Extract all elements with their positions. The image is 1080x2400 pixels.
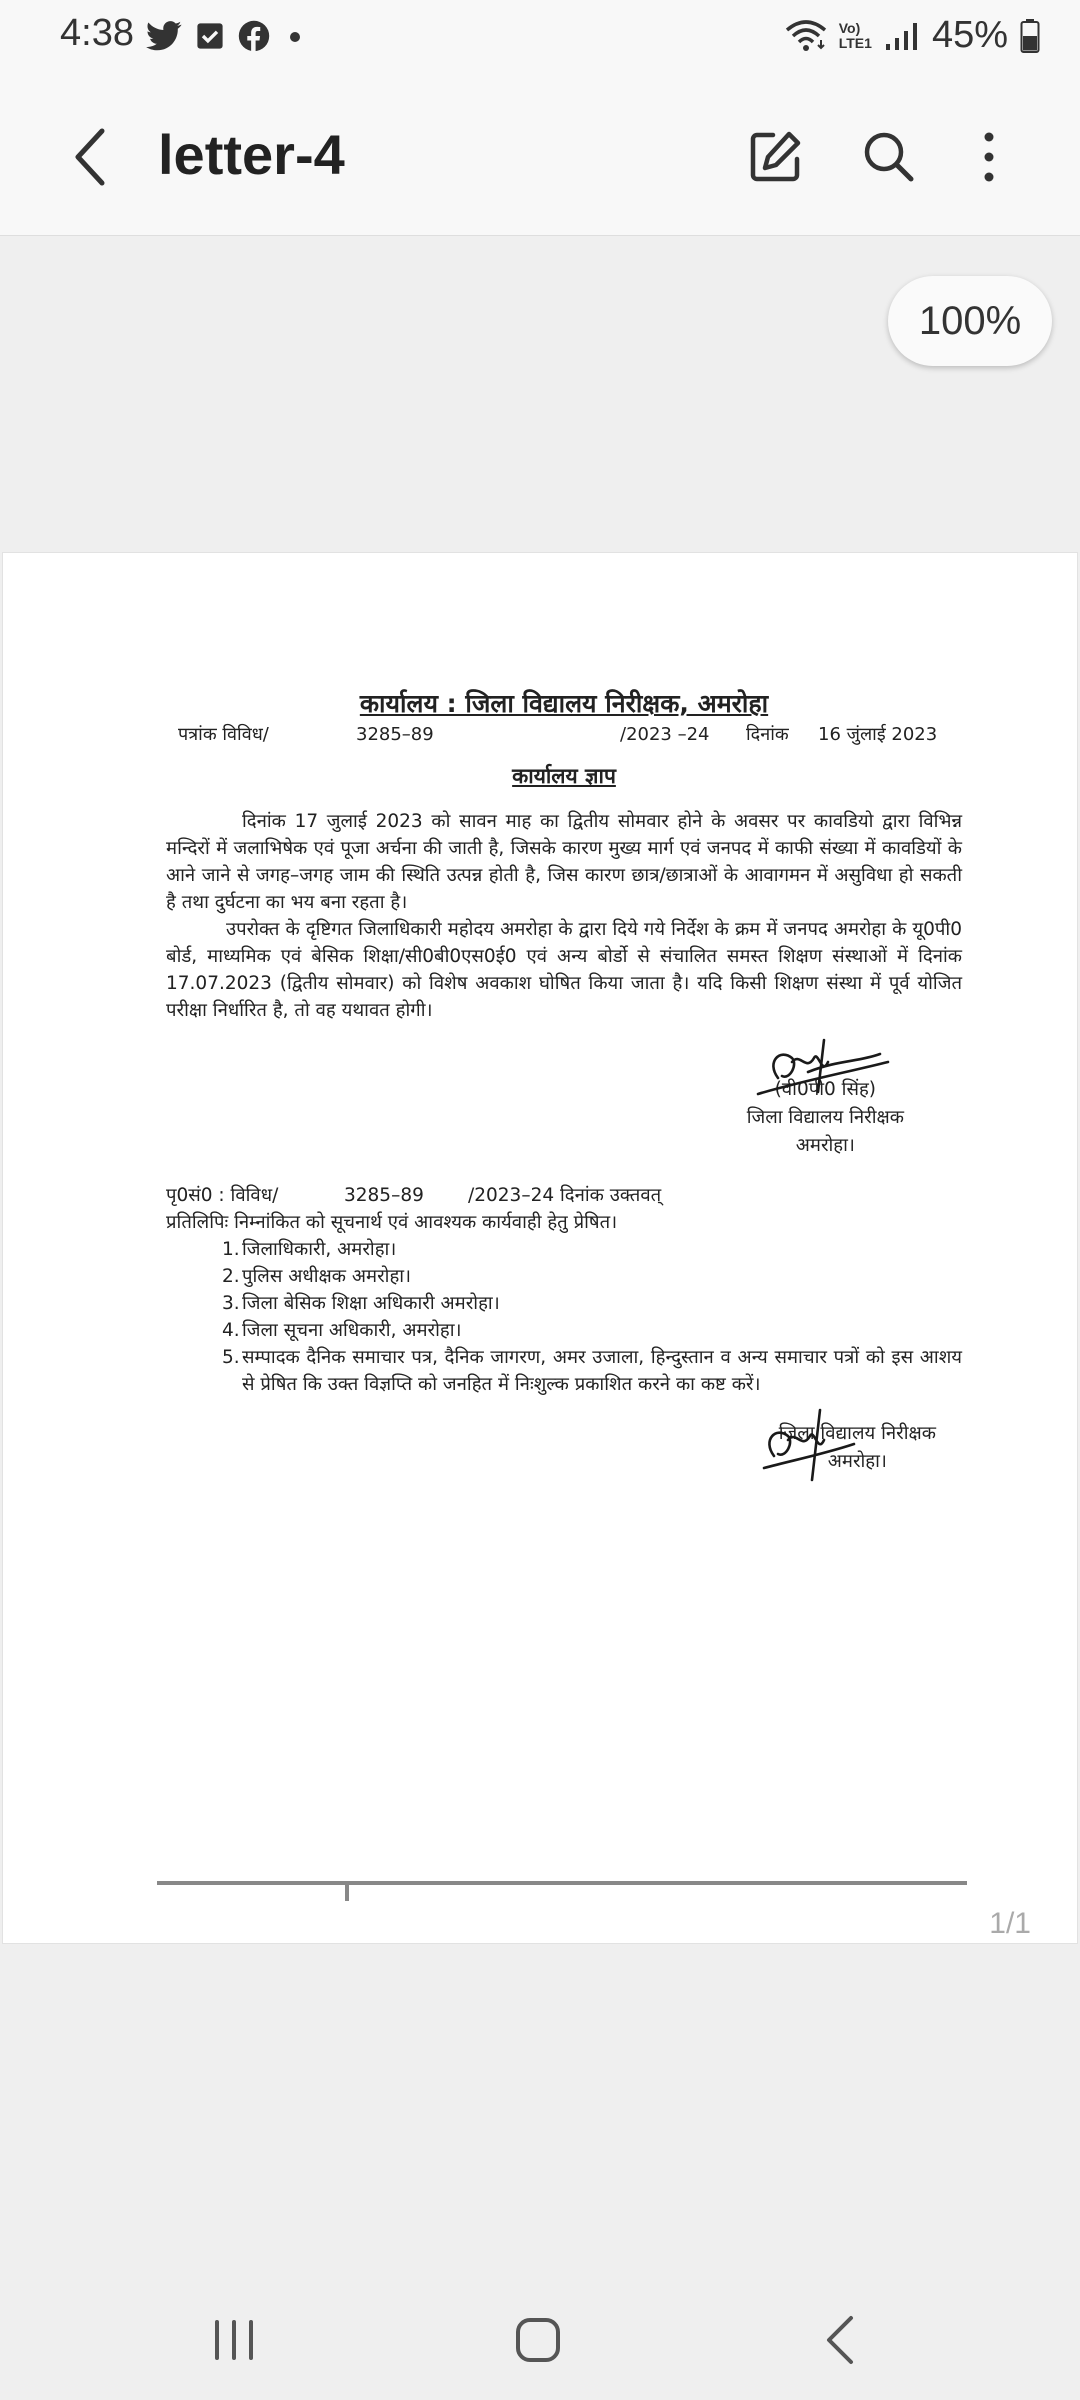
notification-icons bbox=[146, 20, 306, 52]
tasks-icon bbox=[196, 22, 224, 50]
page-counter: 1/1 bbox=[989, 1907, 1031, 1940]
page-rule bbox=[157, 1881, 967, 1885]
search-icon bbox=[861, 129, 917, 185]
home-button[interactable] bbox=[488, 2304, 588, 2376]
ref-number: 3285–89 bbox=[356, 724, 434, 745]
recents-button[interactable] bbox=[184, 2304, 284, 2376]
cc-item: 3. जिला बेसिक शिक्षा अधिकारी अमरोहा। bbox=[222, 1293, 500, 1314]
date-label: दिनांक bbox=[746, 724, 789, 745]
footer-signature-scribble bbox=[754, 1404, 864, 1490]
ref-year: /2023 –24 bbox=[620, 724, 710, 745]
footer-title: जिला विद्यालय निरीक्षक bbox=[778, 1423, 936, 1444]
cc-item: 4. जिला सूचना अधिकारी, अमरोहा। bbox=[222, 1320, 462, 1341]
signatory-place: अमरोहा। bbox=[795, 1135, 855, 1156]
dot-icon bbox=[284, 21, 306, 51]
signal-icon bbox=[884, 20, 920, 52]
more-options-button[interactable] bbox=[956, 124, 1022, 190]
paragraph-1: दिनांक 17 जुलाई 2023 को सावन माह का द्वितीय सोमवार होने के अवसर पर कावडियो द्वारा विभिन्न मन्दिरों में जलाभिषेक एवं पूजा अर्चना की जाती है, जिसके कारण मुख्य मार्ग एवं जनपद में काफी संख्या में कावडियों के आने जाने से जगह–जगह जाम की स्थिति उत्पन्न होती है, जिस कारण छात्र/छात्राओं के आवागमन में असुविधा हो सकती है तथा दुर्घटना का भय बना रहता है। bbox=[166, 811, 962, 913]
cc-item: 1. जिलाधिकारी, अमरोहा। bbox=[222, 1239, 397, 1260]
facebook-icon bbox=[238, 20, 270, 52]
wifi-icon bbox=[785, 18, 827, 54]
reference-line bbox=[178, 721, 962, 749]
app-bar bbox=[0, 78, 1080, 236]
document-page[interactable] bbox=[2, 552, 1078, 1944]
edit-button[interactable] bbox=[742, 124, 808, 190]
back-nav-icon bbox=[823, 2314, 857, 2366]
signatory-name: (वी0पी0 सिंह) bbox=[774, 1079, 877, 1100]
signature-block bbox=[166, 1036, 962, 1172]
signature-scribble bbox=[748, 1032, 898, 1112]
cc-list bbox=[222, 1236, 962, 1398]
cc-item: 2. पुलिस अधीक्षक अमरोहा। bbox=[222, 1266, 412, 1287]
status-time: 4:38 bbox=[60, 12, 134, 54]
cc-ref-year: /2023–24 दिनांक उक्तवत् bbox=[468, 1185, 662, 1206]
more-vert-icon bbox=[979, 129, 999, 185]
battery-icon bbox=[1020, 18, 1040, 54]
footer-place: अमरोहा। bbox=[827, 1451, 887, 1472]
cc-item: 5. सम्पादक दैनिक समाचार पत्र, दैनिक जागरण, अमर उजाला, हिन्दुस्तान व अन्य समाचार पत्रों को इस आशय से प्रेषित कि उक्त विज्ञप्ति को जनहित में निःशुल्क प्रकाशित करने का कष्ट करें। bbox=[222, 1347, 962, 1395]
paragraph-2: उपरोक्त के दृष्टिगत जिलाधिकारी महोदय अमरोहा के द्वारा दिये गये निर्देश के क्रम में जनपद अमरोहा के यू0पी0 बोर्ड, माध्यमिक एवं बेसिक शिक्षा/सी0बी0एस0ई0 एवं अन्य बोर्डो से संचालित समस्त शिक्षण संस्थाओं में दिनांक 17.07.2023 (द्वितीय सोमवार) को विशेष अवकाश घोषित किया जाता है। यदि किसी शिक्षण संस्था में पूर्व योजित परीक्षा निर्धारित है, तो वह यथावत होगी। bbox=[166, 919, 962, 1021]
office-heading: कार्यालय : जिला विद्यालय निरीक्षक, अमरोहा bbox=[359, 689, 769, 718]
navigation-bar bbox=[0, 2280, 1080, 2400]
arrow-back-icon bbox=[70, 127, 110, 187]
recents-icon bbox=[211, 2318, 257, 2362]
cc-intro: प्रतिलिपिः निम्नांकित को सूचनार्थ एवं आवश्यक कार्यवाही हेतु प्रेषित। bbox=[166, 1212, 618, 1233]
page-rule-tick bbox=[345, 1881, 349, 1901]
ref-prefix: पत्रांक विविध/ bbox=[178, 724, 269, 745]
copy-reference-line bbox=[166, 1182, 962, 1209]
battery-percent: 45% bbox=[931, 14, 1008, 56]
footer-signature-block bbox=[166, 1412, 962, 1482]
home-icon bbox=[513, 2315, 563, 2365]
signatory-title: जिला विद्यालय निरीक्षक bbox=[746, 1107, 904, 1128]
date-value: 16 जुंलाई 2023 bbox=[818, 724, 938, 745]
document-content bbox=[166, 687, 962, 1482]
document-title: letter-4 bbox=[158, 123, 345, 186]
cc-ref-prefix: पृ0सं0 : विविध/ bbox=[166, 1185, 279, 1206]
memo-title: कार्यालय ज्ञाप bbox=[512, 764, 616, 788]
cc-ref-number: 3285–89 bbox=[344, 1185, 424, 1206]
status-right bbox=[785, 14, 1040, 57]
back-button[interactable] bbox=[60, 124, 120, 190]
network-type: Vo) LTE1 bbox=[838, 19, 872, 51]
twitter-icon bbox=[146, 21, 182, 51]
zoom-level-badge[interactable]: 100% bbox=[888, 276, 1052, 366]
edit-icon bbox=[747, 129, 803, 185]
status-bar bbox=[0, 0, 1080, 78]
back-nav-button[interactable] bbox=[790, 2304, 890, 2376]
search-button[interactable] bbox=[856, 124, 922, 190]
